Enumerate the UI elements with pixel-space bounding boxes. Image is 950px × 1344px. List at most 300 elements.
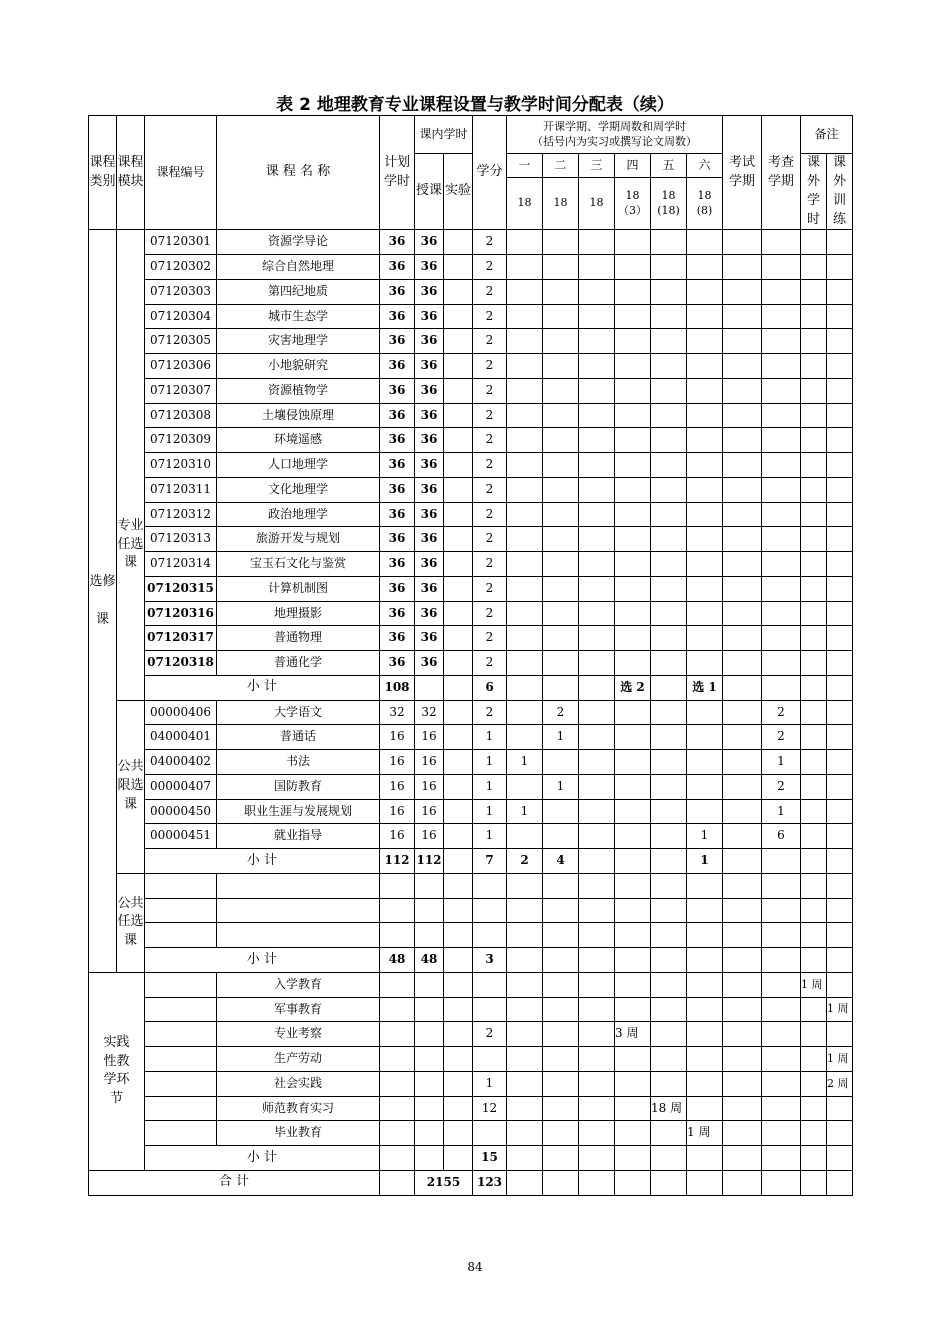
table-row <box>89 502 853 527</box>
lecture-hours: 16 <box>415 799 444 824</box>
subtotal-label: 小 计 <box>145 948 380 973</box>
extra-hours: 1 周 <box>801 972 827 997</box>
empty-cell <box>762 1022 801 1047</box>
credits: 2 <box>473 453 507 478</box>
table-row <box>89 651 853 676</box>
empty-cell <box>762 948 801 973</box>
empty-cell <box>801 527 827 552</box>
extra-training: 1 周 <box>827 1047 853 1072</box>
empty-cell <box>687 502 723 527</box>
empty-cell <box>579 799 615 824</box>
empty-cell <box>579 1022 615 1047</box>
course-name: 就业指导 <box>217 824 380 849</box>
course-name: 小地貌研究 <box>217 354 380 379</box>
course-code: 07120309 <box>145 428 217 453</box>
empty-cell <box>217 898 380 923</box>
empty-cell <box>723 453 762 478</box>
empty-cell <box>762 255 801 280</box>
empty-cell <box>827 898 853 923</box>
empty-cell <box>687 255 723 280</box>
empty-cell <box>444 403 473 428</box>
empty-cell <box>615 873 651 898</box>
empty-cell <box>687 279 723 304</box>
empty-cell <box>615 750 651 775</box>
empty-cell <box>827 477 853 502</box>
empty-cell <box>801 923 827 948</box>
empty-cell <box>615 651 651 676</box>
table-row <box>89 601 853 626</box>
empty-cell <box>651 378 687 403</box>
empty-cell <box>723 1170 762 1195</box>
check-term: 2 <box>762 700 801 725</box>
table-body <box>89 230 853 1195</box>
empty-cell <box>507 1096 543 1121</box>
course-name: 入学教育 <box>217 972 380 997</box>
subtotal-label: 小 计 <box>145 675 380 700</box>
empty-cell <box>444 576 473 601</box>
empty-cell <box>687 626 723 651</box>
empty-cell <box>687 923 723 948</box>
empty-cell <box>145 923 217 948</box>
empty-cell <box>687 1146 723 1171</box>
empty-cell <box>507 304 543 329</box>
empty-cell <box>827 255 853 280</box>
empty-cell <box>651 824 687 849</box>
lecture-hours: 16 <box>415 824 444 849</box>
course-name: 普通话 <box>217 725 380 750</box>
empty-cell <box>723 651 762 676</box>
empty-cell <box>723 576 762 601</box>
semester-2-hours <box>543 799 579 824</box>
table-row <box>89 799 853 824</box>
empty-cell <box>827 230 853 255</box>
empty-cell <box>380 898 415 923</box>
semester-6-hours <box>687 1047 723 1072</box>
subtotal-s6: 1 <box>687 849 723 874</box>
course-name: 职业生涯与发展规划 <box>217 799 380 824</box>
semester-6-hours <box>687 1071 723 1096</box>
empty-cell <box>444 898 473 923</box>
course-name: 大学语文 <box>217 700 380 725</box>
empty-cell <box>380 1047 415 1072</box>
empty-cell <box>762 477 801 502</box>
empty-cell <box>579 378 615 403</box>
empty-cell <box>651 626 687 651</box>
extra-hours <box>801 997 827 1022</box>
table-row <box>89 1071 853 1096</box>
subtotal-lecture: 48 <box>415 948 444 973</box>
planned-hours: 36 <box>380 230 415 255</box>
empty-cell <box>687 304 723 329</box>
empty-cell <box>615 923 651 948</box>
empty-cell <box>615 576 651 601</box>
planned-hours: 36 <box>380 354 415 379</box>
lecture-hours: 36 <box>415 552 444 577</box>
empty-cell <box>651 552 687 577</box>
course-code: 07120305 <box>145 329 217 354</box>
course-name: 社会实践 <box>217 1071 380 1096</box>
empty-cell <box>762 403 801 428</box>
empty-cell <box>444 329 473 354</box>
empty-cell <box>801 651 827 676</box>
empty-cell <box>507 453 543 478</box>
empty-cell <box>543 1047 579 1072</box>
course-name: 地理摄影 <box>217 601 380 626</box>
credits: 2 <box>473 403 507 428</box>
total-credits: 123 <box>473 1170 507 1195</box>
semester-5-hours <box>651 1047 687 1072</box>
empty-cell <box>827 576 853 601</box>
semester-5-hours <box>651 972 687 997</box>
empty-cell <box>444 651 473 676</box>
empty-cell <box>444 626 473 651</box>
empty-cell <box>801 354 827 379</box>
empty-cell <box>579 700 615 725</box>
empty-cell <box>827 378 853 403</box>
empty-cell <box>762 279 801 304</box>
empty-cell <box>651 725 687 750</box>
empty-cell <box>687 329 723 354</box>
course-code: 04000402 <box>145 750 217 775</box>
subtotal-credits: 6 <box>473 675 507 700</box>
table-row <box>89 354 853 379</box>
empty-cell <box>801 750 827 775</box>
semester-title: 开课学期、学期周数和周学时 <box>543 119 686 133</box>
empty-cell <box>762 428 801 453</box>
semester-6-hours <box>687 725 723 750</box>
empty-cell <box>723 997 762 1022</box>
empty-cell <box>827 799 853 824</box>
empty-cell <box>507 1071 543 1096</box>
empty-cell <box>762 972 801 997</box>
empty-cell <box>723 329 762 354</box>
empty-cell <box>579 824 615 849</box>
semester-5-hours <box>651 1071 687 1096</box>
empty-cell <box>651 502 687 527</box>
empty-cell <box>579 329 615 354</box>
empty-cell <box>723 1047 762 1072</box>
empty-cell <box>579 255 615 280</box>
empty-cell <box>543 552 579 577</box>
empty-cell <box>651 527 687 552</box>
empty-cell <box>507 279 543 304</box>
planned-hours: 16 <box>380 824 415 849</box>
empty-cell <box>827 1146 853 1171</box>
empty-cell <box>507 477 543 502</box>
empty-cell <box>543 1022 579 1047</box>
empty-cell <box>543 675 579 700</box>
empty-cell <box>615 329 651 354</box>
credits: 2 <box>473 304 507 329</box>
empty-cell <box>827 651 853 676</box>
empty-cell <box>723 1071 762 1096</box>
empty-cell <box>687 428 723 453</box>
empty-cell <box>615 700 651 725</box>
empty-cell <box>723 378 762 403</box>
empty-cell <box>801 849 827 874</box>
empty-cell <box>473 898 507 923</box>
empty-cell <box>444 1096 473 1121</box>
empty-cell <box>543 354 579 379</box>
empty-cell <box>762 1071 801 1096</box>
semester-6-hours <box>687 774 723 799</box>
empty-cell <box>543 898 579 923</box>
planned-hours: 36 <box>380 527 415 552</box>
semester-6-hours: 1 周 <box>687 1121 723 1146</box>
empty-cell <box>507 527 543 552</box>
course-code: 07120304 <box>145 304 217 329</box>
empty-cell <box>687 527 723 552</box>
table-row <box>89 997 853 1022</box>
lecture-hours: 36 <box>415 255 444 280</box>
table-row <box>89 923 853 948</box>
empty-cell <box>444 948 473 973</box>
empty-cell <box>579 1047 615 1072</box>
subtotal-s1: 2 <box>507 849 543 874</box>
table-header <box>89 116 853 230</box>
course-name: 第四纪地质 <box>217 279 380 304</box>
empty-cell <box>507 329 543 354</box>
empty-cell <box>507 1146 543 1171</box>
subtotal-lecture: 112 <box>415 849 444 874</box>
lecture-hours: 36 <box>415 428 444 453</box>
credits: 12 <box>473 1096 507 1121</box>
subtotal-credits: 15 <box>473 1146 507 1171</box>
empty-cell <box>827 304 853 329</box>
empty-cell <box>687 873 723 898</box>
semester-6-hours: 1 <box>687 824 723 849</box>
empty-cell <box>507 898 543 923</box>
semester-6-hours <box>687 700 723 725</box>
empty-cell <box>444 354 473 379</box>
empty-cell <box>651 1170 687 1195</box>
planned-hours: 36 <box>380 329 415 354</box>
table-row <box>89 774 853 799</box>
empty-cell <box>801 403 827 428</box>
empty-cell <box>762 898 801 923</box>
empty-cell <box>723 700 762 725</box>
semester-6-hours <box>687 1022 723 1047</box>
semester-4-hours <box>615 972 651 997</box>
empty-cell <box>444 849 473 874</box>
empty-cell <box>444 923 473 948</box>
empty-cell <box>723 304 762 329</box>
lecture-hours: 36 <box>415 354 444 379</box>
course-code: 07120312 <box>145 502 217 527</box>
semester-5-hours <box>651 1022 687 1047</box>
course-code: 07120316 <box>145 601 217 626</box>
empty-cell <box>444 824 473 849</box>
empty-cell <box>217 873 380 898</box>
extra-hours <box>801 1022 827 1047</box>
empty-cell <box>801 502 827 527</box>
empty-cell <box>615 948 651 973</box>
empty-cell <box>444 799 473 824</box>
empty-cell <box>762 329 801 354</box>
course-code: 07120306 <box>145 354 217 379</box>
subtotal-planned: 108 <box>380 675 415 700</box>
empty-cell <box>579 750 615 775</box>
empty-cell <box>801 824 827 849</box>
semester-2-hours: 1 <box>543 725 579 750</box>
course-name: 资源学导论 <box>217 230 380 255</box>
planned-hours: 32 <box>380 700 415 725</box>
empty-cell <box>827 948 853 973</box>
elective-category: 选修课 <box>89 230 117 973</box>
table-row <box>89 1022 853 1047</box>
empty-cell <box>723 799 762 824</box>
empty-cell <box>827 601 853 626</box>
planned-hours: 36 <box>380 453 415 478</box>
credits <box>473 972 507 997</box>
table-row <box>89 1146 853 1171</box>
empty-cell <box>415 1071 444 1096</box>
course-code: 00000450 <box>145 799 217 824</box>
empty-cell <box>687 898 723 923</box>
planned-hours: 36 <box>380 378 415 403</box>
empty-cell <box>827 824 853 849</box>
subtotal-label: 小 计 <box>145 849 380 874</box>
empty-cell <box>723 552 762 577</box>
check-term: 1 <box>762 750 801 775</box>
table-row <box>89 403 853 428</box>
empty-cell <box>615 774 651 799</box>
table-row <box>89 428 853 453</box>
empty-cell <box>444 230 473 255</box>
empty-cell <box>444 1071 473 1096</box>
empty-cell <box>615 403 651 428</box>
empty-cell <box>827 675 853 700</box>
empty-cell <box>801 453 827 478</box>
planned-hours: 36 <box>380 403 415 428</box>
header-module: 课程模块 <box>117 116 145 230</box>
empty-cell <box>723 1096 762 1121</box>
empty-cell <box>762 923 801 948</box>
empty-cell <box>687 948 723 973</box>
course-code: 07120317 <box>145 626 217 651</box>
empty-cell <box>723 428 762 453</box>
empty-cell <box>415 1047 444 1072</box>
empty-cell <box>827 279 853 304</box>
credits: 2 <box>473 601 507 626</box>
empty-cell <box>444 700 473 725</box>
empty-cell <box>651 354 687 379</box>
empty-cell <box>687 477 723 502</box>
empty-cell <box>415 972 444 997</box>
course-code: 07120318 <box>145 651 217 676</box>
empty-cell <box>579 601 615 626</box>
empty-cell <box>687 378 723 403</box>
header-weeks-3: 18 <box>579 178 615 230</box>
header-weeks-4: 18 （3） <box>615 178 651 230</box>
empty-cell <box>579 972 615 997</box>
empty-cell <box>543 997 579 1022</box>
empty-cell <box>444 255 473 280</box>
course-name: 生产劳动 <box>217 1047 380 1072</box>
empty-cell <box>444 1047 473 1072</box>
table-title: 表 2 地理教育专业课程设置与教学时间分配表（续） <box>276 95 674 115</box>
empty-cell <box>801 675 827 700</box>
empty-cell <box>217 923 380 948</box>
lecture-hours: 36 <box>415 527 444 552</box>
header-semester-1: 一 <box>507 154 543 178</box>
empty-cell <box>507 997 543 1022</box>
table-row <box>89 1096 853 1121</box>
empty-cell <box>762 378 801 403</box>
empty-cell <box>444 873 473 898</box>
credits: 2 <box>473 378 507 403</box>
empty-cell <box>651 1146 687 1171</box>
empty-cell <box>651 700 687 725</box>
empty-cell <box>543 477 579 502</box>
header-code: 课程编号 <box>145 116 217 230</box>
header-planned-hours: 计划学时 <box>380 116 415 230</box>
empty-cell <box>415 1121 444 1146</box>
check-term: 1 <box>762 799 801 824</box>
empty-cell <box>801 304 827 329</box>
subtotal-credits: 3 <box>473 948 507 973</box>
empty-cell <box>145 898 217 923</box>
semester-6-hours <box>687 997 723 1022</box>
empty-cell <box>507 255 543 280</box>
empty-cell <box>444 1146 473 1171</box>
empty-cell <box>579 898 615 923</box>
total-label: 合 计 <box>89 1170 380 1195</box>
empty-cell <box>827 849 853 874</box>
empty-cell <box>723 230 762 255</box>
credits: 2 <box>473 354 507 379</box>
table-row <box>89 552 853 577</box>
empty-cell <box>827 354 853 379</box>
semester-1-hours <box>507 725 543 750</box>
extra-training <box>827 1022 853 1047</box>
empty-cell <box>762 626 801 651</box>
empty-cell <box>651 675 687 700</box>
lecture-hours: 36 <box>415 329 444 354</box>
empty-cell <box>507 1022 543 1047</box>
credits <box>473 1047 507 1072</box>
course-name: 环境遥感 <box>217 428 380 453</box>
course-name: 旅游开发与规划 <box>217 527 380 552</box>
semester-1-hours <box>507 700 543 725</box>
credits: 1 <box>473 799 507 824</box>
empty-cell <box>543 304 579 329</box>
empty-cell <box>651 651 687 676</box>
empty-cell <box>579 923 615 948</box>
lecture-hours: 36 <box>415 626 444 651</box>
empty-cell <box>543 1071 579 1096</box>
empty-cell <box>579 948 615 973</box>
empty-cell <box>827 527 853 552</box>
semester-1-hours: 1 <box>507 799 543 824</box>
table-row <box>89 948 853 973</box>
empty-cell <box>579 230 615 255</box>
header-remarks: 备注 <box>801 116 853 154</box>
course-code: 07120301 <box>145 230 217 255</box>
empty-cell <box>543 923 579 948</box>
empty-cell <box>615 502 651 527</box>
course-name: 普通物理 <box>217 626 380 651</box>
course-code: 07120302 <box>145 255 217 280</box>
lecture-hours: 16 <box>415 750 444 775</box>
empty-cell <box>579 675 615 700</box>
empty-cell <box>145 997 217 1022</box>
empty-cell <box>543 1096 579 1121</box>
planned-hours: 16 <box>380 750 415 775</box>
semester-4-hours <box>615 1047 651 1072</box>
empty-cell <box>827 873 853 898</box>
empty-cell <box>507 948 543 973</box>
